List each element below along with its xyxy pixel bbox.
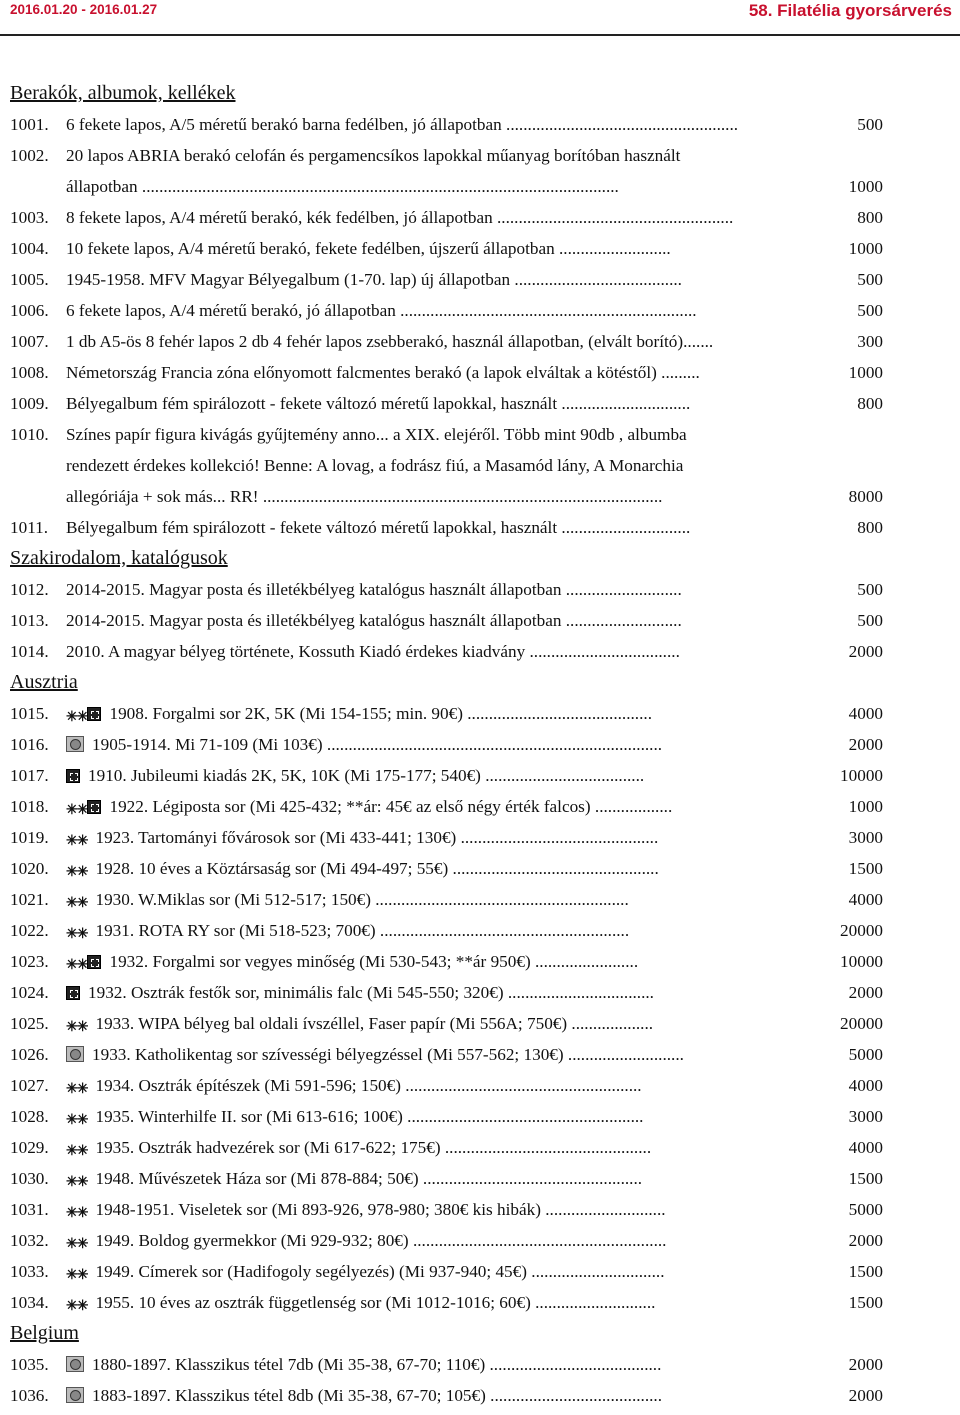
condition-symbols (66, 1351, 84, 1380)
starting-price: 4000 (849, 698, 883, 729)
lot-description: 8 fekete lapos, A/4 méretű berakó, kék fedélben, jó állapotban (66, 208, 497, 227)
lot-description: 1935. Osztrák hadvezérek sor (Mi 617-622; 175€) (95, 1138, 445, 1157)
mnh-double-star-icon: ✳✳ (66, 1144, 88, 1159)
lot-number: 1007. (10, 332, 49, 351)
lot-number: 1024. (10, 983, 49, 1002)
lot-description: 2014-2015. Magyar posta és illetékbélyeg katalógus használt állapotban (66, 611, 566, 630)
lot-number: 1031. (10, 1200, 49, 1219)
lot-number: 1019. (10, 828, 49, 847)
lot-number: 1021. (10, 890, 49, 909)
condition-symbols (66, 1258, 87, 1287)
lot-item (10, 264, 883, 295)
starting-price: 8000 (849, 481, 883, 512)
lot-item (10, 1349, 883, 1380)
starting-price: 4000 (849, 1132, 883, 1163)
lot-number: 1020. (10, 859, 49, 878)
dot-leader: ...................................................... (506, 115, 739, 134)
condition-symbols (66, 793, 101, 822)
lot-item-continuation (10, 481, 883, 512)
dot-leader: ............................... (531, 1262, 665, 1281)
lot-description: 1935. Winterhilfe II. sor (Mi 613-616; 100€) (95, 1107, 408, 1126)
starting-price: 5000 (849, 1039, 883, 1070)
lot-description: 1 db A5-ös 8 fehér lapos 2 db 4 fehér lapos zsebberakó, használ állapotban, (elvált borító) (66, 332, 684, 351)
lot-item (10, 1194, 883, 1225)
lot-description: 1934. Osztrák építészek (Mi 591-596; 150€) (95, 1076, 406, 1095)
lot-number: 1010. (10, 425, 49, 444)
lot-description: 6 fekete lapos, A/4 méretű berakó, jó állapotban (66, 301, 401, 320)
lot-number: 1029. (10, 1138, 49, 1157)
lot-description: 1955. 10 éves az osztrák függetlenség sor (Mi 1012-1016; 60€) (95, 1293, 536, 1312)
hinged-stamp-icon (66, 986, 80, 1000)
lot-item (10, 1132, 883, 1163)
lot-item (10, 977, 883, 1008)
lot-item (10, 202, 883, 233)
lot-number: 1018. (10, 797, 49, 816)
cancelled-stamp-icon (66, 1356, 84, 1372)
lot-item (10, 760, 883, 791)
lot-description: 1923. Tartományi fővárosok sor (Mi 433-441; 130€) (95, 828, 461, 847)
lot-description: 1933. Katholikentag sor szívességi bélyegzéssel (Mi 557-562; 130€) (92, 1045, 568, 1064)
lot-description: Színes papír figura kivágás gyűjtemény anno... a XIX. elejéről. Több mint 90db , albumba (66, 425, 687, 444)
auction-dates: 2016.01.20 - 2016.01.27 (10, 2, 158, 17)
dot-leader: ................................................... (422, 1169, 643, 1188)
lot-description: 1932. Osztrák festők sor, minimális falc (Mi 545-550; 320€) (88, 983, 508, 1002)
lot-item (10, 295, 883, 326)
cancelled-stamp-icon (66, 1046, 84, 1062)
lot-item (10, 884, 883, 915)
mnh-double-star-icon: ✳✳ (66, 1299, 88, 1314)
condition-symbols (66, 1382, 84, 1411)
lot-description: Németország Francia zóna előnyomott falcmentes berakó (a lapok elváltak a kötéstől) (66, 363, 662, 382)
starting-price: 300 (857, 326, 883, 357)
lot-number: 1005. (10, 270, 49, 289)
lot-number: 1013. (10, 611, 49, 630)
lot-item (10, 915, 883, 946)
condition-symbols (66, 855, 87, 884)
mnh-double-star-icon: ✳✳ (66, 1175, 88, 1190)
dot-leader: ....................................................... (496, 208, 734, 227)
lot-item (10, 1225, 883, 1256)
dot-leader: ....................................................... (407, 1107, 644, 1126)
starting-price: 20000 (840, 1008, 883, 1039)
lot-item (10, 512, 883, 543)
lot-description: 6 fekete lapos, A/5 méretű berakó barna fedélben, jó állapotban (66, 115, 507, 134)
condition-symbols (66, 1227, 87, 1256)
dot-leader: .............................. (561, 394, 691, 413)
lot-description: 1930. W.Miklas sor (Mi 512-517; 150€) (95, 890, 376, 909)
starting-price: 800 (857, 512, 883, 543)
lot-number: 1025. (10, 1014, 49, 1033)
starting-price: 500 (857, 295, 883, 326)
lot-description: 1880-1897. Klasszikus tétel 7db (Mi 35-38, 67-70; 110€) (92, 1355, 490, 1374)
starting-price: 1000 (849, 791, 883, 822)
lot-item (10, 1008, 883, 1039)
dot-leader: .............................................. (460, 828, 659, 847)
condition-symbols (66, 948, 101, 977)
condition-symbols (66, 979, 80, 1008)
dot-leader: .................................. (507, 983, 654, 1002)
lot-description: 1928. 10 éves a Köztársaság sor (Mi 494-497; 55€) (95, 859, 453, 878)
lot-description: 2014-2015. Magyar posta és illetékbélyeg katalógus használt állapotban (66, 580, 566, 599)
starting-price: 1500 (849, 1287, 883, 1318)
lot-number: 1023. (10, 952, 49, 971)
mnh-double-star-icon: ✳✳ (66, 865, 88, 880)
condition-symbols (66, 1134, 87, 1163)
starting-price: 2000 (849, 1349, 883, 1380)
lot-item (10, 574, 883, 605)
lot-description: 2010. A magyar bélyeg története, Kossuth Kiadó érdekes kiadvány (66, 642, 530, 661)
lot-number: 1033. (10, 1262, 49, 1281)
condition-symbols (66, 1289, 87, 1318)
dot-leader: ............................................................................................................... (141, 177, 619, 196)
dot-leader: ........................................ (490, 1386, 663, 1405)
condition-symbols (66, 700, 101, 729)
lot-item (10, 853, 883, 884)
lot-item (10, 1256, 883, 1287)
starting-price: 1000 (849, 357, 883, 388)
dot-leader: ............................ (545, 1200, 666, 1219)
starting-price: 500 (857, 605, 883, 636)
hinged-stamp-icon (87, 955, 101, 969)
condition-symbols (66, 886, 87, 915)
starting-price: 4000 (849, 1070, 883, 1101)
lot-item (10, 1101, 883, 1132)
mnh-double-star-icon: ✳✳ (66, 834, 88, 849)
mnh-double-star-icon: ✳✳ (66, 1082, 88, 1097)
lot-number: 1012. (10, 580, 49, 599)
section-title: Ausztria (10, 671, 78, 693)
lot-item (10, 1287, 883, 1318)
lot-number: 1003. (10, 208, 49, 227)
lot-number: 1009. (10, 394, 49, 413)
lot-description: allegóriája + sok más... RR! (66, 487, 263, 506)
starting-price: 1000 (849, 171, 883, 202)
dot-leader: .................. (594, 797, 673, 816)
dot-leader: .......................... (558, 239, 671, 258)
mnh-double-star-icon: ✳✳ (66, 896, 88, 911)
lot-item (10, 729, 883, 760)
starting-price: 2000 (849, 977, 883, 1008)
hinged-stamp-icon (87, 707, 101, 721)
starting-price: 2000 (849, 636, 883, 667)
starting-price: 10000 (840, 760, 883, 791)
starting-price: 20000 (840, 915, 883, 946)
lot-description: 1949. Címerek sor (Hadifogoly segélyezés) (Mi 937-940; 45€) (95, 1262, 532, 1281)
lot-description: 1910. Jubileumi kiadás 2K, 5K, 10K (Mi 175-177; 540€) (88, 766, 486, 785)
lot-number: 1027. (10, 1076, 49, 1095)
lot-number: 1016. (10, 735, 49, 754)
section-title: Belgium (10, 1322, 79, 1344)
lot-description: 1922. Légiposta sor (Mi 425-432; **ár: 45€ az első négy érték falcos) (109, 797, 595, 816)
starting-price: 3000 (849, 822, 883, 853)
condition-symbols (66, 1010, 87, 1039)
lot-item (10, 357, 883, 388)
mnh-double-star-icon: ✳✳ (66, 1113, 88, 1128)
starting-price: 10000 (840, 946, 883, 977)
dot-leader: ........................................................... (375, 890, 629, 909)
lot-description: állapotban (66, 177, 142, 196)
dot-leader: ................................... (529, 642, 680, 661)
dot-leader: ....................................... (514, 270, 682, 289)
starting-price: 1500 (849, 853, 883, 884)
lot-item (10, 822, 883, 853)
condition-symbols (66, 1165, 87, 1194)
lot-item (10, 698, 883, 729)
page-header (0, 0, 960, 36)
lot-description: 1948-1951. Viseletek sor (Mi 893-926, 978-980; 380€ kis hibák) (95, 1200, 546, 1219)
cancelled-stamp-icon (66, 736, 84, 752)
lot-item (10, 636, 883, 667)
lot-item (10, 1039, 883, 1070)
dot-leader: ................... (571, 1014, 654, 1033)
lot-description: 1933. WIPA bélyeg bal oldali ívszéllel, Faser papír (Mi 556A; 750€) (95, 1014, 572, 1033)
starting-price: 1500 (849, 1256, 883, 1287)
mnh-double-star-icon: ✳✳ (66, 1206, 88, 1221)
lot-item (10, 1070, 883, 1101)
lot-number: 1006. (10, 301, 49, 320)
lot-item (10, 1163, 883, 1194)
mnh-double-star-icon: ✳✳ (66, 958, 88, 973)
lot-item-continuation (10, 171, 883, 202)
lot-number: 1004. (10, 239, 49, 258)
dot-leader: ........................................... (467, 704, 652, 723)
starting-price: 800 (857, 388, 883, 419)
lot-description: 1949. Boldog gyermekkor (Mi 929-932; 80€) (95, 1231, 413, 1250)
lot-number: 1014. (10, 642, 49, 661)
condition-symbols (66, 824, 87, 853)
dot-leader: ............................ (535, 1293, 656, 1312)
lot-description: rendezett érdekes kollekció! Benne: A lovag, a fodrász fiú, a Masamód lány, A Monarchia (66, 456, 684, 475)
lot-item (10, 109, 883, 140)
lot-number: 1002. (10, 146, 49, 165)
lot-item (10, 791, 883, 822)
lot-number: 1026. (10, 1045, 49, 1064)
lot-description: 1948. Művészetek Háza sor (Mi 878-884; 50€) (95, 1169, 423, 1188)
lot-item (10, 326, 883, 357)
starting-price: 1000 (849, 233, 883, 264)
lot-description: 1932. Forgalmi sor vegyes minőség (Mi 530-543; **ár 950€) (109, 952, 535, 971)
lot-description: 1905-1914. Mi 71-109 (Mi 103€) (92, 735, 327, 754)
starting-price: 5000 (849, 1194, 883, 1225)
lot-item (10, 946, 883, 977)
starting-price: 500 (857, 109, 883, 140)
starting-price: 1500 (849, 1163, 883, 1194)
dot-leader: ....... (683, 332, 714, 351)
starting-price: 500 (857, 264, 883, 295)
lot-description: 1931. ROTA RY sor (Mi 518-523; 700€) (95, 921, 380, 940)
starting-price: 500 (857, 574, 883, 605)
lot-number: 1035. (10, 1355, 49, 1374)
cancelled-stamp-icon (66, 1387, 84, 1403)
dot-leader: ........................ (534, 952, 639, 971)
dot-leader: .............................. (561, 518, 691, 537)
mnh-double-star-icon: ✳✳ (66, 927, 88, 942)
lot-number: 1022. (10, 921, 49, 940)
lot-list (0, 78, 960, 1411)
condition-symbols (66, 1103, 87, 1132)
lot-number: 1008. (10, 363, 49, 382)
condition-symbols (66, 1041, 84, 1070)
dot-leader: ................................................ (444, 1138, 652, 1157)
dot-leader: .............................................................................. (326, 735, 663, 754)
dot-leader: ........................................................... (412, 1231, 667, 1250)
condition-symbols (66, 917, 87, 946)
hinged-stamp-icon (66, 769, 80, 783)
lot-item (10, 605, 883, 636)
dot-leader: ................................................ (452, 859, 659, 878)
condition-symbols (66, 731, 84, 760)
lot-item (10, 140, 883, 171)
starting-price: 3000 (849, 1101, 883, 1132)
lot-number: 1017. (10, 766, 49, 785)
auction-title: 58. Filatélia gyorsárverés (748, 1, 952, 20)
lot-item (10, 419, 883, 450)
starting-price: 800 (857, 202, 883, 233)
condition-symbols (66, 1196, 87, 1225)
dot-leader: ........................... (565, 580, 682, 599)
dot-leader: ........................... (565, 611, 682, 630)
dot-leader: ....................................................... (405, 1076, 642, 1095)
dot-leader: ..................................................................... (400, 301, 697, 320)
lot-number: 1032. (10, 1231, 49, 1250)
mnh-double-star-icon: ✳✳ (66, 1237, 88, 1252)
condition-symbols (66, 1072, 87, 1101)
lot-description: 1908. Forgalmi sor 2K, 5K (Mi 154-155; min. 90€) (109, 704, 468, 723)
section-title: Szakirodalom, katalógusok (10, 547, 228, 569)
lot-number: 1028. (10, 1107, 49, 1126)
lot-number: 1036. (10, 1386, 49, 1405)
lot-description: 20 lapos ABRIA berakó celofán és pergamencsíkos lapokkal műanyag borítóban használt (66, 146, 681, 165)
lot-number: 1015. (10, 704, 49, 723)
lot-item (10, 1380, 883, 1411)
starting-price: 2000 (849, 1225, 883, 1256)
dot-leader: ..................................... (485, 766, 645, 785)
hinged-stamp-icon (87, 800, 101, 814)
mnh-double-star-icon: ✳✳ (66, 803, 88, 818)
mnh-double-star-icon: ✳✳ (66, 1020, 88, 1035)
lot-description: 1945-1958. MFV Magyar Bélyegalbum (1-70. lap) új állapotban (66, 270, 515, 289)
section-title: Berakók, albumok, kellékek (10, 82, 236, 104)
starting-price: 2000 (849, 729, 883, 760)
lot-number: 1034. (10, 1293, 49, 1312)
lot-description: 1883-1897. Klasszikus tétel 8db (Mi 35-38, 67-70; 105€) (92, 1386, 491, 1405)
lot-number: 1001. (10, 115, 49, 134)
lot-number: 1030. (10, 1169, 49, 1188)
lot-number: 1011. (10, 518, 49, 537)
lot-description: Bélyegalbum fém spirálozott - fekete változó méretű lapokkal, használt (66, 394, 562, 413)
condition-symbols (66, 762, 80, 791)
mnh-double-star-icon: ✳✳ (66, 710, 88, 725)
starting-price: 4000 (849, 884, 883, 915)
dot-leader: ......... (661, 363, 700, 382)
starting-price: 2000 (849, 1380, 883, 1411)
lot-description: 10 fekete lapos, A/4 méretű berakó, fekete fedélben, újszerű állapotban (66, 239, 559, 258)
lot-description: Bélyegalbum fém spirálozott - fekete változó méretű lapokkal, használt (66, 518, 562, 537)
dot-leader: .......................................................... (379, 921, 630, 940)
lot-item (10, 233, 883, 264)
lot-item (10, 388, 883, 419)
dot-leader: ........................................ (489, 1355, 662, 1374)
mnh-double-star-icon: ✳✳ (66, 1268, 88, 1283)
dot-leader: ............................................................................................. (262, 487, 663, 506)
dot-leader: ........................... (567, 1045, 684, 1064)
lot-item-continuation (10, 450, 883, 481)
